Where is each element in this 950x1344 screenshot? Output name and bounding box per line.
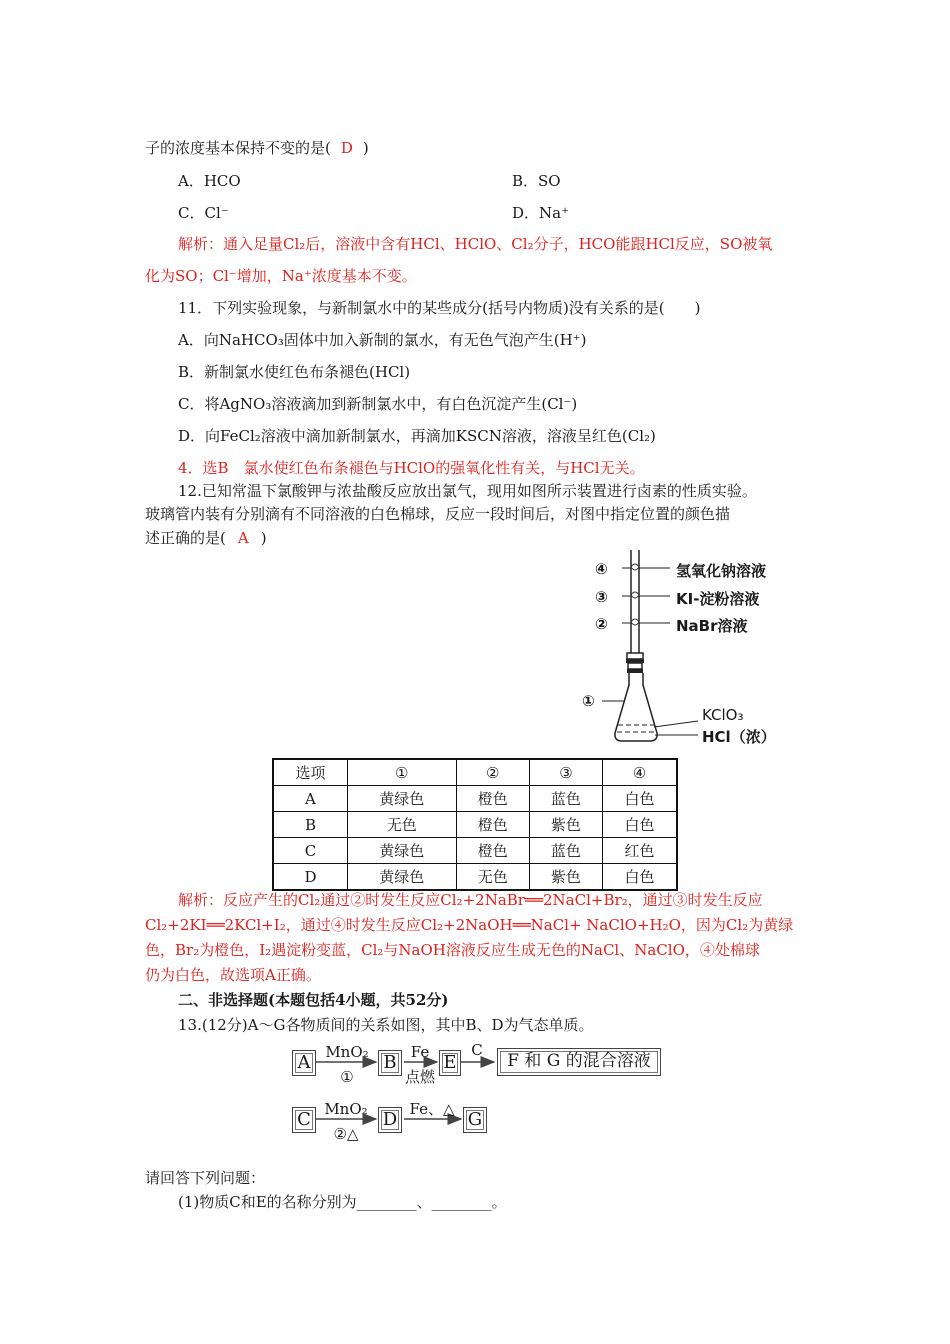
box-c: C — [292, 1107, 316, 1133]
arrow1-reagent: MnO₂ — [325, 1043, 369, 1061]
table-cell: 紫色 — [529, 812, 602, 838]
q13-stem: 13.(12分)A～G各物质间的关系如图，其中B、D为气态单质。 — [178, 1016, 594, 1034]
marker-1: ① — [582, 692, 595, 710]
table-header-row — [273, 759, 677, 786]
table-header-cell: ② — [456, 759, 529, 786]
cotton-ball-4 — [631, 564, 639, 570]
table-cell: 紫色 — [529, 864, 602, 891]
box-b: B — [378, 1050, 402, 1076]
q10-analysis-line2: 化为SO；Cl⁻增加，Na⁺浓度基本不变。 — [145, 267, 417, 285]
q12-stem-line2: 玻璃管内装有分别滴有不同溶液的白色棉球，反应一段时间后，对图中指定位置的颜色描 — [145, 505, 731, 523]
section-heading: 二、非选择题(本题包括4小题，共52分) — [178, 991, 449, 1009]
arrow5-reagent: Fe、△ — [409, 1100, 455, 1118]
q11-option-d: D．向FeCl₂溶液中滴加新制氯水，再滴加KSCN溶液，溶液呈红色(Cl₂) — [178, 427, 656, 445]
table-cell: A — [273, 786, 347, 812]
q13-prompt: 请回答下列问题： — [145, 1169, 266, 1187]
q12-stem-line1: 12.已知常温下氯酸钾与浓盐酸反应放出氯气，现用如图所示装置进行卤素的性质实验。 — [178, 482, 757, 500]
q11-option-a: A．向NaHCO₃固体中加入新制的氯水，有无色气泡产生(H⁺) — [178, 331, 587, 349]
table-row — [273, 786, 677, 812]
table-cell: 蓝色 — [529, 838, 602, 864]
q11-option-c: C．将AgNO₃溶液滴加到新制氯水中，有白色沉淀产生(Cl⁻) — [178, 395, 578, 413]
q12-stem-line3: 述正确的是( A ) — [145, 529, 267, 547]
table-cell: 黄绿色 — [347, 838, 456, 864]
table-row — [273, 864, 677, 891]
label-ki-starch: KI-淀粉溶液 — [676, 590, 760, 608]
box-d: D — [378, 1107, 402, 1133]
table-header-cell: ④ — [603, 759, 677, 786]
table-cell: 无色 — [456, 864, 529, 891]
q12-analysis-line1: 解析：反应产生的Cl₂通过②时发生反应Cl₂+2NaBr══2NaCl+Br₂，通过③时发生反应 — [178, 891, 763, 909]
table-cell: 无色 — [347, 812, 456, 838]
marker-2: ② — [595, 615, 608, 633]
label-hcl-conc: HCl（浓） — [702, 728, 776, 746]
cotton-ball-3 — [631, 592, 639, 598]
q12-analysis-line4: 仍为白色，故选项A正确。 — [145, 966, 321, 984]
table-cell: B — [273, 812, 347, 838]
q11-option-b: B．新制氯水使红色布条褪色(HCl) — [178, 363, 411, 381]
table-cell: 蓝色 — [529, 786, 602, 812]
table-cell: 橙色 — [456, 812, 529, 838]
q10-option-c: C．Cl⁻ — [178, 204, 229, 222]
table-cell: 黄绿色 — [347, 786, 456, 812]
table-row — [273, 812, 677, 838]
arrow4-step: ②△ — [333, 1125, 359, 1143]
table-cell: 白色 — [603, 786, 677, 812]
q12-analysis-line2: Cl₂+2KI══2KCl+I₂，通过④时发生反应Cl₂+2NaOH══NaCl+ NaClO+H₂O，因为Cl₂为黄绿 — [145, 916, 794, 934]
table-cell: D — [273, 864, 347, 891]
box-e: E — [439, 1050, 461, 1076]
q12-answer: A — [237, 529, 249, 547]
label-nabr: NaBr溶液 — [676, 617, 748, 635]
q10-analysis-line1: 解析：通入足量Cl₂后，溶液中含有HCl、HClO、Cl₂分子，HCO能跟HCl反应，SO被氧 — [178, 235, 773, 253]
table-cell: 橙色 — [456, 786, 529, 812]
label-naoh: 氢氧化钠溶液 — [676, 562, 767, 580]
arrow4-reagent: MnO₂ — [324, 1100, 368, 1118]
q10-option-b: B．SO — [512, 172, 561, 190]
table-cell: 红色 — [603, 838, 677, 864]
table-cell: C — [273, 838, 347, 864]
table-header-cell: ③ — [529, 759, 602, 786]
q12-analysis-line3: 色，Br₂为橙色，I₂遇淀粉变蓝，Cl₂与NaOH溶液反应生成无色的NaCl、NaClO，④处棉球 — [145, 941, 760, 959]
q10-option-d: D．Na⁺ — [512, 204, 570, 222]
q11-stem: 11．下列实验现象，与新制氯水中的某些成分(括号内物质)没有关系的是( ) — [178, 299, 701, 317]
table-row — [273, 838, 677, 864]
arrow3-reagent: C — [471, 1041, 483, 1059]
arrow2-condition: 点燃 — [404, 1068, 435, 1086]
q10-stem: 子的浓度基本保持不变的是( D ) — [145, 139, 369, 157]
cotton-ball-2 — [631, 619, 639, 625]
q10-option-a: A．HCO — [178, 172, 241, 190]
arrow1-step: ① — [340, 1068, 354, 1086]
table-cell: 白色 — [603, 812, 677, 838]
label-kclo3: KClO₃ — [702, 706, 744, 724]
box-fg-mixture: F 和 G 的混合溶液 — [497, 1048, 661, 1076]
table-header-cell: 选项 — [273, 759, 347, 786]
q12-options-table — [272, 758, 678, 891]
q10-answer: D — [340, 139, 353, 157]
arrow2-reagent: Fe — [410, 1043, 430, 1061]
table-cell: 白色 — [603, 864, 677, 891]
marker-4: ④ — [595, 560, 608, 578]
table-header-cell: ① — [347, 759, 456, 786]
box-g: G — [463, 1107, 487, 1133]
marker-3: ③ — [595, 588, 608, 606]
table-cell: 橙色 — [456, 838, 529, 864]
table-cell: 黄绿色 — [347, 864, 456, 891]
box-a: A — [292, 1050, 316, 1076]
q11-answer-line: 4．选B 氯水使红色布条褪色与HClO的强氧化性有关，与HCl无关。 — [178, 459, 645, 477]
q13-sub1: (1)物质C和E的名称分别为________、________。 — [178, 1193, 507, 1211]
